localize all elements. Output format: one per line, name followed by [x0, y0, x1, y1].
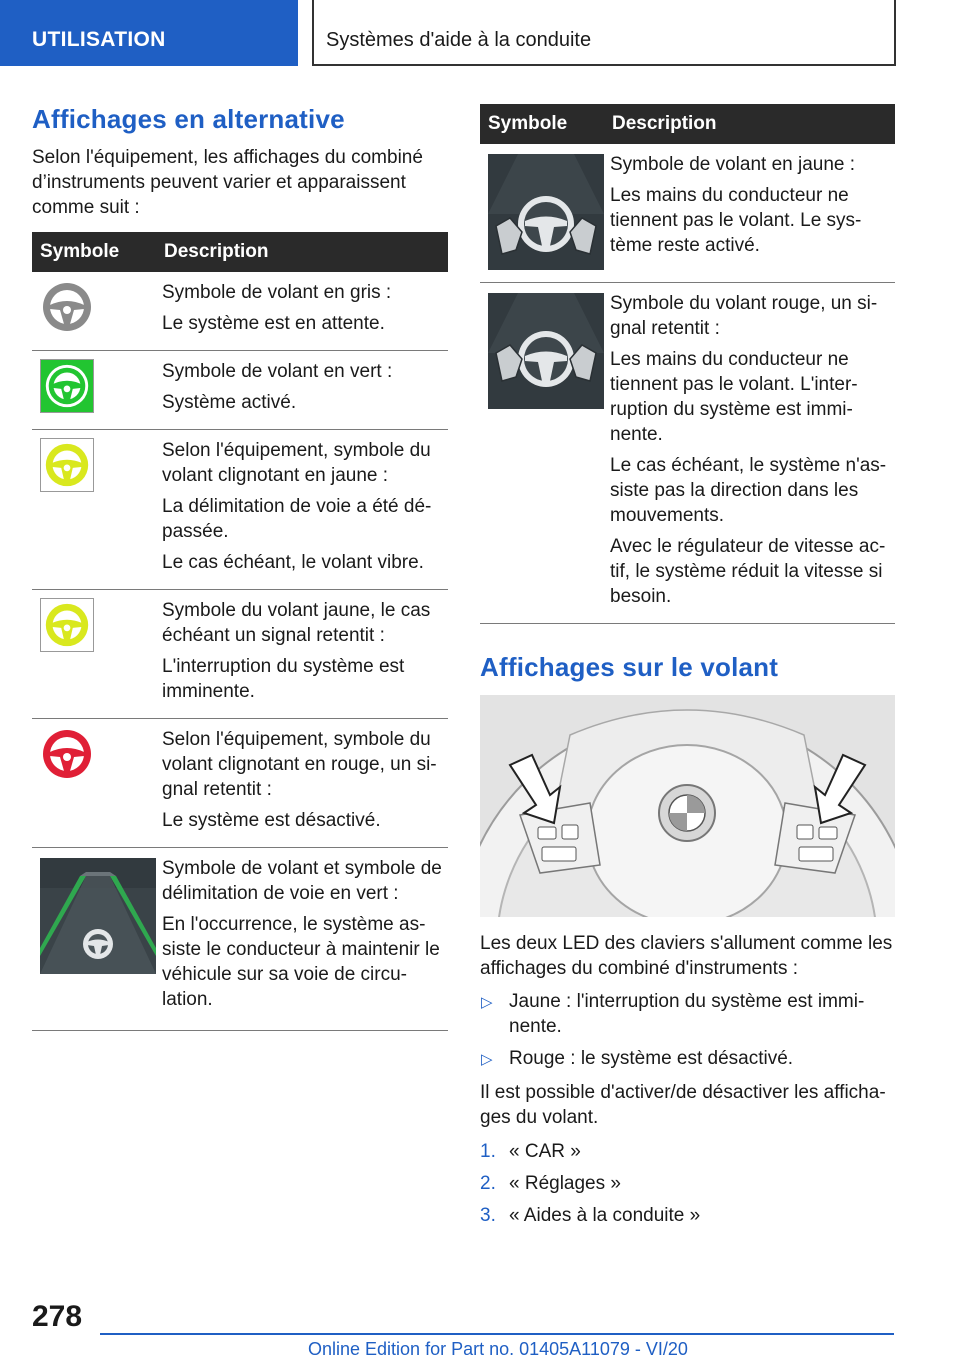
row-description-line: Les mains du conducteur ne tiennent pas le volant. Le système reste activé.	[610, 185, 862, 256]
row-description-line: Le cas échéant, le volant vibre.	[162, 552, 424, 573]
symbol-table-right	[480, 104, 895, 624]
step-text: « Aides à la conduite »	[509, 1205, 701, 1226]
row-description-line: En l'occurrence, le système assiste le conducteur à maintenir le véhicule sur sa voie de circulation.	[162, 914, 440, 1010]
row-description-line: Le système est en attente.	[162, 313, 385, 334]
row-description-line: Symbole de volant en gris :	[162, 282, 392, 303]
yellow-steering-wheel-icon	[40, 438, 94, 492]
section-title-wheel-displays: Affichages sur le volant	[480, 652, 779, 682]
grey-steering-wheel-icon	[40, 280, 94, 334]
row-description-line: Système activé.	[162, 392, 297, 413]
step-number: 1.	[480, 1141, 496, 1162]
column-header-symbol: Symbole	[32, 232, 156, 272]
row-description-line: Selon l'équipement, symbole du volant clignotant en rouge, un signal retentit :	[162, 729, 437, 800]
row-description-line: Symbole du volant rouge, un signal retentit :	[610, 293, 878, 339]
red-steering-wheel-icon	[40, 727, 94, 781]
step-text: « CAR »	[509, 1141, 581, 1162]
hands-off-wheel-red-icon	[488, 293, 604, 409]
header-chapter-box	[312, 0, 896, 66]
lane-and-wheel-icon	[40, 858, 156, 974]
list-item	[480, 1203, 895, 1228]
column-header-description: Description	[156, 232, 448, 272]
row-description-line: Symbole du volant jaune, le cas échéant un signal retentit :	[162, 600, 431, 646]
step-text: « Réglages »	[509, 1173, 621, 1194]
green-steering-wheel-icon	[40, 359, 94, 413]
intro-paragraph: Selon l'équipement, les affichages du combiné d’instruments peuvent varier et apparaissent comme suit :	[32, 147, 423, 218]
row-description-line: Symbole de volant en vert :	[162, 361, 393, 382]
table-row	[32, 719, 448, 848]
row-description-line: Symbole de volant en jaune :	[610, 154, 856, 175]
led-color-list	[480, 989, 895, 1071]
activation-paragraph: Il est possible d'activer/de désactiver les affichages du volant.	[480, 1082, 886, 1128]
list-item	[480, 1171, 895, 1196]
left-column	[32, 104, 448, 1031]
table-header-row	[480, 104, 895, 144]
header-section-tab	[0, 0, 298, 66]
hands-off-wheel-yellow-icon	[488, 154, 604, 270]
row-description-line: Selon l'équipement, symbole du volant clignotant en jaune :	[162, 440, 431, 486]
list-item: ▷ Rouge : le système est désactivé.	[480, 1046, 895, 1071]
header-chapter-label: Systèmes d'aide à la conduite	[326, 29, 592, 51]
row-description-line: La délimitation de voie a été dépassée.	[162, 496, 432, 542]
table-row	[32, 272, 448, 351]
list-item: ▷ Jaune : l'interruption du système est imminente.	[481, 991, 865, 1037]
column-header-description: Description	[604, 104, 895, 144]
row-description-line: Le système est désactivé.	[162, 810, 381, 831]
table-row	[32, 351, 448, 430]
step-number: 3.	[480, 1205, 496, 1226]
row-description-line: Les mains du conducteur ne tiennent pas le volant. L'interruption du système est imminente.	[610, 349, 858, 445]
steering-wheel-photo	[480, 695, 895, 917]
list-item	[480, 1139, 895, 1164]
page-number: 278	[32, 1300, 83, 1333]
row-description-line: Avec le régulateur de vitesse actif, le système réduit la vitesse si besoin.	[610, 536, 886, 607]
triangle-bullet-icon: ▷	[481, 1051, 493, 1068]
table-row	[480, 283, 895, 624]
right-column	[480, 104, 895, 1235]
photo-caption: Les deux LED des claviers s'allument comme les affichages du combiné d'instruments :	[480, 933, 893, 979]
table-row	[32, 430, 448, 590]
footer-edition-text: Online Edition for Part no. 01405A11079 - VI/20	[308, 1339, 688, 1359]
menu-steps-list	[480, 1139, 895, 1228]
footer-rule	[100, 1333, 894, 1335]
triangle-bullet-icon: ▷	[481, 994, 493, 1011]
column-header-symbol: Symbole	[480, 104, 604, 144]
table-header-row	[32, 232, 448, 272]
table-row	[480, 144, 895, 283]
symbol-table-left	[32, 232, 448, 1031]
table-row	[32, 590, 448, 719]
table-row	[32, 848, 448, 1031]
step-number: 2.	[480, 1173, 496, 1194]
row-description-line: L'interruption du système est imminente.	[162, 656, 405, 702]
row-description-line: Le cas échéant, le système n'assiste pas la direction dans les mouvements.	[610, 455, 887, 526]
header-section-label: UTILISATION	[32, 28, 166, 51]
yellow-steering-wheel-icon	[40, 598, 94, 652]
section-title-alternative-displays: Affichages en alternative	[32, 104, 345, 134]
row-description-line: Symbole de volant et symbole de délimitation de voie en vert :	[162, 858, 442, 904]
